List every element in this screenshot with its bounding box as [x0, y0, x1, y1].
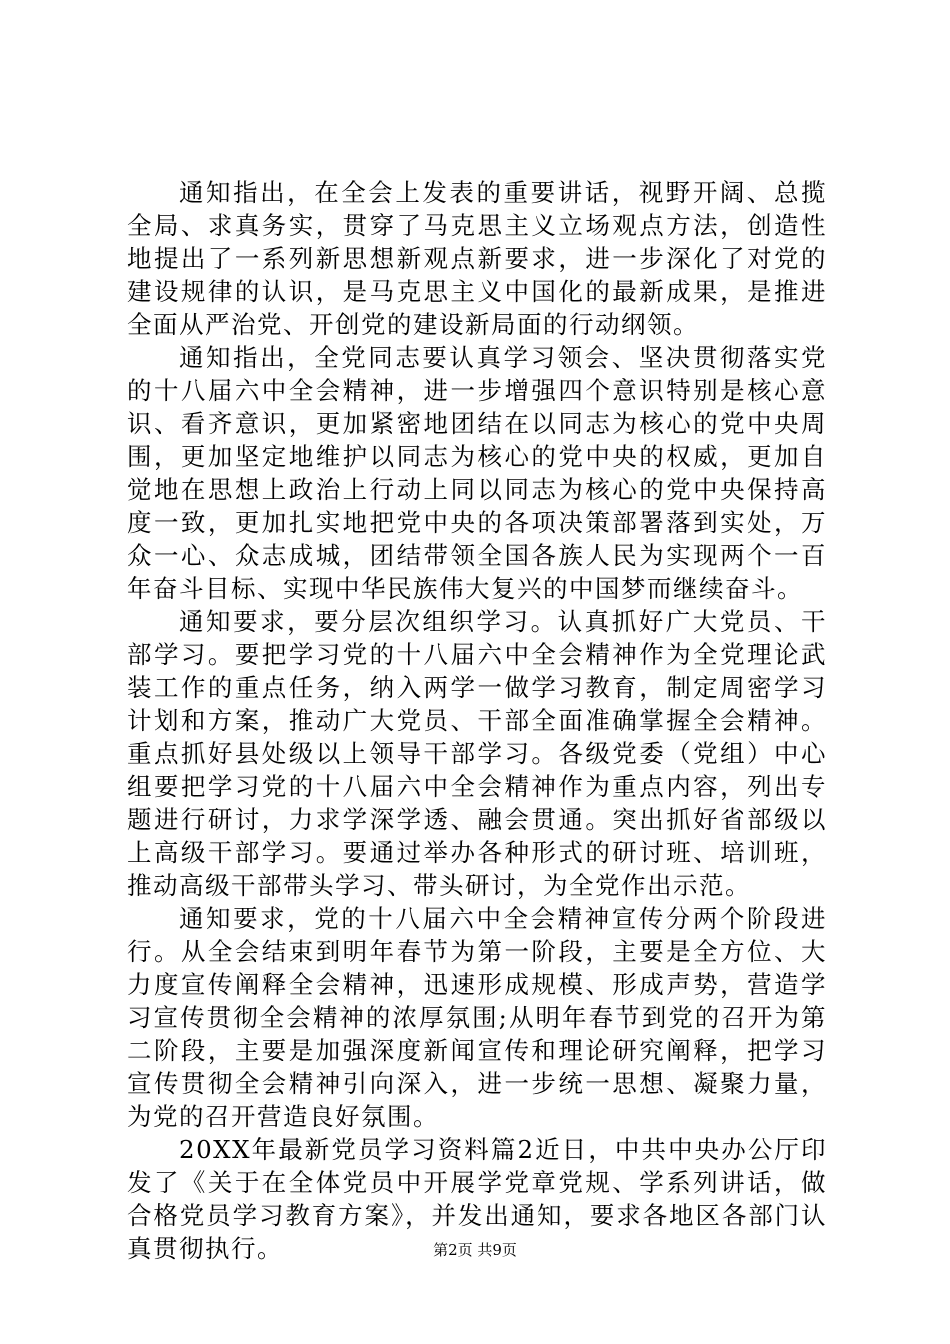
page-footer — [0, 1240, 950, 1260]
paragraph: 通知指出，在全会上发表的重要讲话，视野开阔、总揽全局、求真务实，贯穿了马克思主义立场观点方法，创造性地提出了一系列新思想新观点新要求，进一步深化了对党的建设规律的认识，是马克思主义中国化的最新成果，是推进全面从严治党、开创党的建设新局面的行动纲领。 — [127, 178, 827, 339]
page-number: 第2页 — [433, 1241, 473, 1259]
document-body — [127, 176, 827, 1265]
paragraph: 通知指出，全党同志要认真学习领会、坚决贯彻落实党的十八届六中全会精神，进一步增强四个意识特别是核心意识、看齐意识，更加紧密地团结在以同志为核心的党中央周围，更加坚定地维护以同志为核心的党中央的权威，更加自觉地在思想上政治上行动上同以同志为核心的党中央保持高度一致，更加扎实地把党中央的各项决策部署落到实处，万众一心、众志成城，团结带领全国各族人民为实现两个一百年奋斗目标、实现中华民族伟大复兴的中国梦而继续奋斗。 — [127, 343, 827, 603]
paragraph: 通知要求，要分层次组织学习。认真抓好广大党员、干部学习。要把学习党的十八届六中全会精神作为全党理论武装工作的重点任务，纳入两学一做学习教育，制定周密学习计划和方案，推动广大党员、干部全面准确掌握全会精神。重点抓好县处级以上领导干部学习。各级党委（党组）中心组要把学习党的十八届六中全会精神作为重点内容，列出专题进行研讨，力求学深学透、融会贯通。突出抓好省部级以上高级干部学习。要通过举办各种形式的研讨班、培训班，推动高级干部带头学习、带头研讨，为全党作出示范。 — [127, 607, 827, 900]
page-total: 共9页 — [477, 1241, 517, 1259]
paragraph: 通知要求，党的十八届六中全会精神宣传分两个阶段进行。从全会结束到明年春节为第一阶段，主要是全方位、大力度宣传阐释全会精神，迅速形成规模、形成声势，营造学习宣传贯彻全会精神的浓厚氛围;从明年春节到党的召开为第二阶段，主要是加强深度新闻宣传和理论研究阐释，把学习宣传贯彻全会精神引向深入，进一步统一思想、凝聚力量，为党的召开营造良好氛围。 — [127, 904, 827, 1131]
paragraph: 20XX年最新党员学习资料篇2近日，中共中央办公厅印发了《关于在全体党员中开展学党章党规、学系列讲话，做合格党员学习教育方案》，并发出通知，要求各地区各部门认真贯彻执行。 — [127, 1135, 827, 1263]
